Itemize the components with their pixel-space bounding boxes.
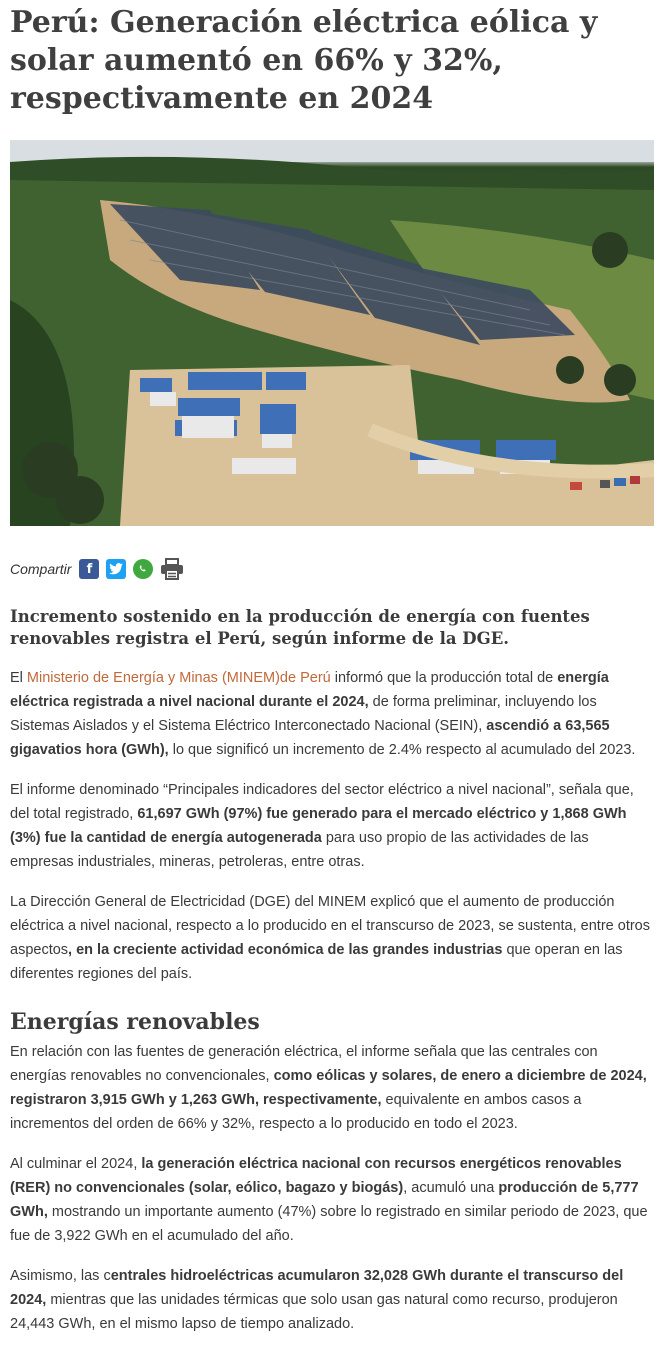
article-subtitle: Incremento sostenido en la producción de energía con fuentes renovables registra el Perú, según informe de la DGE. xyxy=(10,607,590,648)
page-title: Perú: Generación eléctrica eólica y solar aumentó en 66% y 32%, respectivamente en 2024 xyxy=(10,5,598,116)
share-bar xyxy=(10,554,650,584)
paragraph-2: El informe denominado “Principales indicadores del sector eléctrico a nivel nacional”, señala que, del total registrado, 61,697 GWh (97%) fue generado para el mercado eléctrico y 1,868 GWh (3%) fue la cantidad de energía autogenerada para uso propio de las actividades de las empresas industriales, mineras, petroleras, entre otras. xyxy=(10,782,634,870)
minem-link[interactable]: Ministerio de Energía y Minas (MINEM)de Perú xyxy=(26,670,331,686)
facebook-icon[interactable]: f xyxy=(79,559,99,579)
twitter-icon[interactable] xyxy=(106,559,126,579)
paragraph-5: Al culminar el 2024, la generación eléctrica nacional con recursos energéticos renovables (RER) no convencionales (solar, eólico, bagazo y biogás), acumuló una producción de 5,777 GWh, mostrando un importante aumento (47%) sobre lo registrado en similar periodo de 2023, que fue de 3,922 GWh en el acumulado del año. xyxy=(10,1156,648,1244)
paragraph-4: En relación con las fuentes de generación eléctrica, el informe señala que las centrales con energías renovables no convencionales, como eólicas y solares, de enero a diciembre de 2024, registraron 3,915 GWh y 1,263 GWh, respectivamente, equivalente en ambos casos a incrementos del orden de 66% y 32%, respecto a lo producido en todo el 2023. xyxy=(10,1044,647,1132)
paragraph-1: El Ministerio de Energía y Minas (MINEM)de Perú informó que la producción total de energía eléctrica registrada a nivel nacional durante el 2024, de forma preliminar, incluyendo los Sistemas Aislados y el Sistema Eléctrico Interconectado Nacional (SEIN), ascendió a 63,565 gigavatios hora (GWh), lo que significó un incremento de 2.4% respecto al acumulado del 2023. xyxy=(10,670,636,758)
hero-image xyxy=(10,140,654,526)
paragraph-6: Asimismo, las centrales hidroeléctricas acumularon 32,028 GWh durante el transcurso del 2024, mientras que las unidades térmicas que solo usan gas natural como recurso, produjeron 24,443 GWh, en el mismo lapso de tiempo analizado. xyxy=(10,1268,624,1332)
whatsapp-icon[interactable] xyxy=(133,559,153,579)
print-icon[interactable] xyxy=(160,559,184,579)
paragraph-3: La Dirección General de Electricidad (DGE) del MINEM explicó que el aumento de producción eléctrica a nivel nacional, respecto a lo producido en el transcurso de 2023, se sustenta, entre otros aspectos, en la creciente actividad económica de las grandes industrias que operan en las diferentes regiones del país. xyxy=(10,894,650,982)
share-label: Compartir xyxy=(10,561,72,577)
section-title: Energías renovables xyxy=(10,1009,260,1035)
